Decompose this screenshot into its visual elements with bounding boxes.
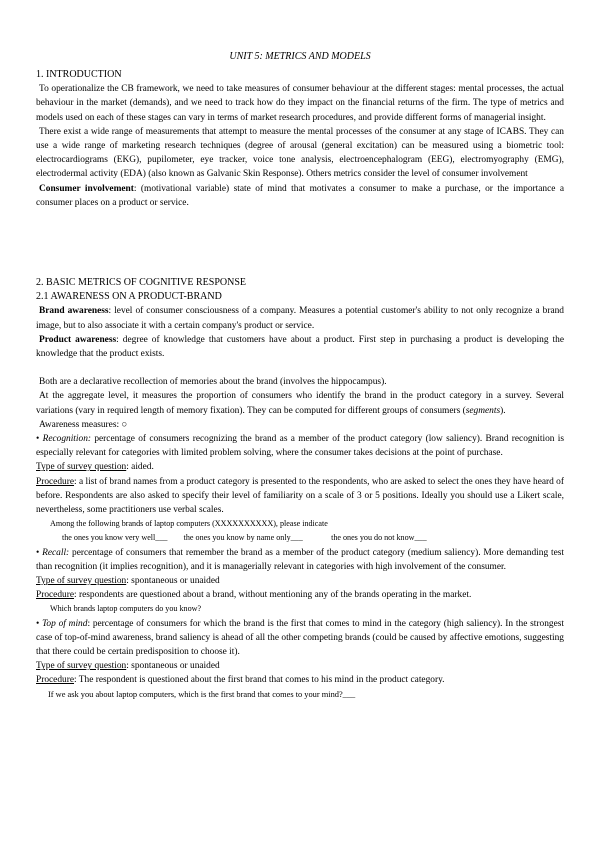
definition-text: : level of consumer consciousness of a company. Measures a potential customer's ability to not only recognize a brand image, but to also associate it with a certain company's product or service. — [36, 306, 564, 331]
paragraph: There exist a wide range of measurements that attempt to measure the mental processes of the consumer at any stage of ICABS. They can use a wide range of marketing research techniques (degree of arousal (general excitation) can be measured using a biometric tool: electrocardiograms (EKG), pupilometer, eye tracker, voice tone analysis, electroencephalogram (EEG), electromyography (EMG), electrodermal activity (EDA) (also known as Galvanic Skin Response). Others metrics consider the level of consumer involvement — [36, 126, 564, 180]
example-options: the ones you know very well___ the ones you know by name only___ the ones you do not know___ — [62, 533, 427, 543]
survey-type-line — [36, 460, 564, 474]
bullet: • — [36, 547, 43, 558]
survey-type-line — [36, 659, 564, 673]
term-italic: Top of mind — [42, 618, 88, 629]
value-text: : respondents are questioned about a brand, without mentioning any of the brands operating in the market. — [74, 590, 472, 601]
example-question: Which brands laptop computers do you know? — [50, 604, 202, 614]
bullet: • — [36, 434, 43, 445]
term-bold: Product awareness — [39, 334, 117, 345]
value-text: : The respondent is questioned about the first brand that comes to his mind in the product category. — [74, 675, 445, 686]
paragraph: Both are a declarative recollection of memories about the brand (involves the hippocampus). — [39, 377, 387, 388]
procedure-line — [36, 588, 564, 602]
blank-line — [36, 361, 564, 375]
text-run: ). — [500, 405, 506, 416]
paragraph: To operationalize the CB framework, we need to take measures of consumer behaviour at the different stages: mental processes, the actual behaviour in the market (demands), and we need to track how do they impact on the financial returns of the firm. The type of metrics and models used on each of these stages can vary in terms of market research procedures, and provide different forms of managerial insight. — [36, 84, 564, 123]
term-bold: Brand awareness — [39, 306, 109, 317]
label-underlined: Type of survey question — [36, 576, 127, 587]
paragraph — [36, 304, 564, 332]
procedure-line — [36, 673, 564, 687]
paragraph — [36, 333, 564, 361]
term-italic: Recognition: — [42, 434, 92, 445]
definition-text: percentage of consumers recognizing the brand as a member of the product category (low saliency). Brand recognition is especially relevant for categories with limited problem solving, where the consumer takes decisions at the point of purchase. — [36, 434, 564, 459]
label-underlined: Procedure — [36, 590, 75, 601]
document-title: UNIT 5: METRICS AND MODELS — [229, 51, 371, 62]
paragraph — [36, 389, 564, 417]
value-text: : spontaneous or unaided — [126, 661, 220, 672]
text-italic: segments — [465, 405, 501, 416]
procedure-line — [36, 475, 564, 518]
value-text: : a list of brand names from a product category is presented to the respondents, who are asked to select the ones they have heard of before. Respondents are also asked to specify their level of familiarity on a scale of 3 or 5 positions. Ideally you should use a Likert scale, nevertheless, some practitioners use verbal scales. — [36, 476, 564, 516]
paragraph-recall — [36, 546, 564, 574]
section-basic-metrics — [36, 276, 564, 702]
value-text: : aided. — [126, 462, 154, 473]
section-heading: 2. BASIC METRICS OF COGNITIVE RESPONSE — [36, 277, 247, 288]
example-question: Among the following brands of laptop computers (XXXXXXXXXX), please indicate — [50, 519, 328, 529]
section-heading: 1. INTRODUCTION — [36, 69, 122, 80]
subsection-heading: 2.1 AWARENESS ON A PRODUCT-BRAND — [36, 291, 222, 303]
term-bold: Consumer involvement — [39, 183, 134, 194]
example-question: If we ask you about laptop computers, which is the first brand that comes to your mind?___ — [48, 689, 356, 699]
definition-text: : (motivational variable) state of mind that motivates a consumer to make a purchase, or the importance a consumer places on a product or service. — [36, 183, 564, 208]
definition-text: : percentage of consumers for which the brand is the first that comes to mind in the category (high saliency). In the strongest case of top-of-mind awareness, brand saliency is ahead of all the other competing brands (could be caused by affective emotions, suggesting that there could be certain predisposition to choose it). — [36, 618, 564, 658]
label-underlined: Procedure — [36, 476, 75, 487]
paragraph — [36, 182, 564, 210]
section-introduction — [36, 68, 564, 210]
survey-type-line — [36, 574, 564, 588]
term-italic: Recall: — [42, 547, 70, 558]
label-underlined: Type of survey question — [36, 462, 127, 473]
paragraph: Awareness measures: ○ — [39, 419, 128, 430]
paragraph-recognition — [36, 432, 564, 460]
text-run: At the aggregate level, it measures the proportion of consumers who identify the brand in the product category in a survey. Several variations (vary in required length of memory fixation). They can be computed for different groups of consumers ( — [36, 391, 564, 416]
label-underlined: Procedure — [36, 675, 75, 686]
value-text: : spontaneous or unaided — [126, 576, 220, 587]
label-underlined: Type of survey question — [36, 661, 127, 672]
bullet: • — [36, 618, 43, 629]
definition-text: percentage of consumers that remember the brand as a member of the product category (medium saliency). More demanding test than recognition (it implies recognition), and it is managerially relevant in categories with high involvement of the consumer. — [36, 547, 564, 572]
definition-text: : degree of knowledge that customers have about a product. First step in purchasing a product is developing the knowledge that the product exists. — [36, 334, 565, 360]
paragraph-top-of-mind — [36, 617, 564, 660]
